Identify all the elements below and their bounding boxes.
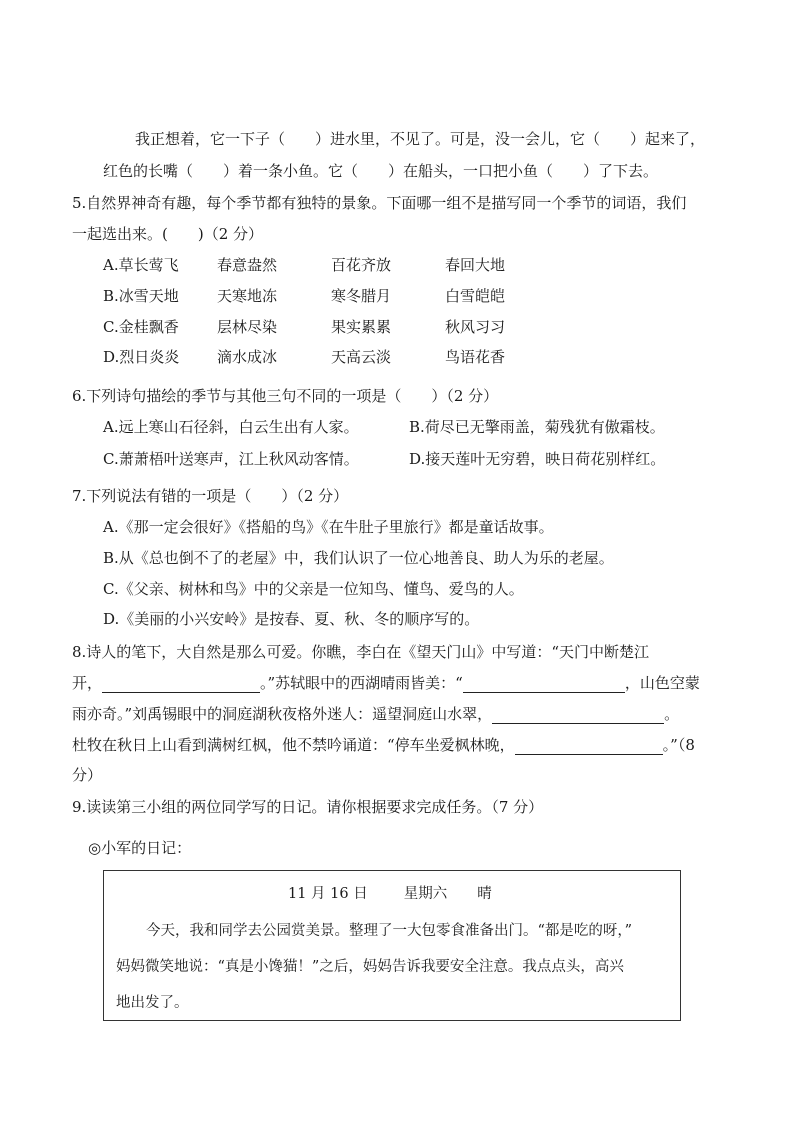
q8-line-4-part-2: 。”（8	[662, 736, 695, 754]
q6-options-ab	[103, 417, 715, 437]
q8-line-1: 8.诗人的笔下，大自然是那么可爱。你瞧，李白在《望天门山》中写道：“天门中断楚江	[72, 643, 649, 661]
q5-option-b	[103, 286, 559, 306]
passage-line-2: 红色的长嘴（ ）着一条小鱼。它（ ）在船头，一口把小鱼（ ）了下去。	[103, 162, 659, 180]
q9-stem: 9.读读第三小组的两位同学写的日记。请你根据要求完成任务。（7 分）	[72, 798, 544, 816]
q6-options-cd	[103, 449, 715, 469]
q5-option-c-word-2: 层林尽染	[217, 318, 278, 336]
q6-option-a: A.远上寒山石径斜，白云生出有人家。	[103, 418, 359, 436]
diary-paragraph-line-2: 妈妈微笑地说：“真是小馋猫！”之后，妈妈告诉我要安全注意。我点点头，高兴	[116, 959, 624, 975]
q8-blank-4[interactable]	[515, 738, 663, 755]
q7-option-d: D.《美丽的小兴安岭》是按春、夏、秋、冬的顺序写的。	[103, 610, 480, 628]
q7-option-a: A.《那一定会很好》《搭船的鸟》《在牛肚子里旅行》都是童话故事。	[103, 518, 554, 536]
q8-blank-2[interactable]	[463, 676, 625, 693]
q8-line-2	[72, 673, 700, 693]
q5-option-a	[103, 255, 559, 275]
q5-option-d-word-2: 滴水成冰	[217, 348, 278, 366]
q5-stem-line-2: 一起选出来。( )（2 分）	[72, 225, 264, 243]
q5-option-b-word-4: 白雪皑皑	[445, 287, 506, 305]
diary-box	[103, 870, 681, 1021]
q5-option-b-word-2: 天寒地冻	[217, 287, 278, 305]
diary-date: 11 月 16 日	[288, 886, 368, 902]
q5-option-d-word-4: 鸟语花香	[445, 348, 506, 366]
diary-paragraph-line-3: 地出发了。	[116, 995, 189, 1011]
q5-option-c-word-3: 果实累累	[331, 318, 392, 336]
q7-option-c: C.《父亲、树林和鸟》中的父亲是一位知鸟、懂鸟、爱鸟的人。	[103, 580, 524, 598]
diary-weekday: 星期六	[403, 886, 448, 902]
q5-option-c-word-4: 秋风习习	[445, 318, 506, 336]
q8-line-3-part-2: 。	[664, 705, 680, 723]
q7-option-b: B.从《总也倒不了的老屋》中，我们认识了一位心地善良、助人为乐的老屋。	[103, 549, 614, 567]
q5-option-b-word-1: B.冰雪天地	[103, 287, 179, 305]
q8-line-4	[72, 735, 695, 755]
q8-line-2-part-1: 开，	[72, 674, 103, 692]
diary-paragraph-line-1: 今天，我和同学去公园赏美景。整理了一大包零食准备出门。“都是吃的呀，”	[146, 923, 633, 939]
diary-date-line	[288, 884, 492, 904]
q5-option-c-word-1: C.金桂飘香	[103, 318, 179, 336]
q5-option-a-word-4: 春回大地	[445, 256, 506, 274]
diary-heading: ◎小军的日记：	[88, 839, 192, 857]
q5-option-a-word-1: A.草长莺飞	[103, 256, 179, 274]
q6-stem: 6.下列诗句描绘的季节与其他三句不同的一项是（ ）（2 分）	[72, 387, 499, 405]
q5-option-b-word-3: 寒冬腊月	[331, 287, 392, 305]
q6-option-c: C.萧萧梧叶送寒声，江上秋风动客情。	[103, 450, 359, 468]
q6-option-d: D.接天莲叶无穷碧，映日荷花别样红。	[409, 450, 666, 468]
q5-stem-line-1: 5.自然界神奇有趣，每个季节都有独特的景象。下面哪一组不是描写同一个季节的词语，我们	[72, 194, 687, 212]
passage-line-1: 我正想着，它一下子（ ）进水里，不见了。可是，没一会儿，它（ ）起来了，	[135, 130, 706, 148]
q7-stem: 7.下列说法有错的一项是（ ）（2 分）	[72, 487, 349, 505]
q8-line-3-part-1: 雨亦奇。”刘禹锡眼中的洞庭湖秋夜格外迷人：遥望洞庭山水翠，	[72, 705, 493, 723]
q5-option-a-word-3: 百花齐放	[331, 256, 392, 274]
q8-line-2-part-3: ，山色空蒙	[624, 674, 700, 692]
q5-option-d	[103, 347, 559, 367]
diary-weather: 晴	[477, 886, 492, 902]
q5-option-d-word-3: 天高云淡	[331, 348, 392, 366]
q8-line-3	[72, 704, 679, 724]
q5-option-a-word-2: 春意盎然	[217, 256, 278, 274]
q5-option-c	[103, 317, 559, 337]
q8-blank-1[interactable]	[102, 676, 260, 693]
q8-blank-3[interactable]	[492, 707, 664, 724]
q6-option-b: B.荷尽已无擎雨盖，菊残犹有傲霜枝。	[409, 418, 665, 436]
q8-line-2-part-2: 。”苏轼眼中的西湖晴雨皆美：“	[260, 674, 463, 692]
q8-line-5: 分）	[72, 766, 103, 784]
q8-line-4-part-1: 杜牧在秋日上山看到满树红枫，他不禁吟诵道：“停车坐爱枫林晚，	[72, 736, 515, 754]
q5-option-d-word-1: D.烈日炎炎	[103, 348, 180, 366]
